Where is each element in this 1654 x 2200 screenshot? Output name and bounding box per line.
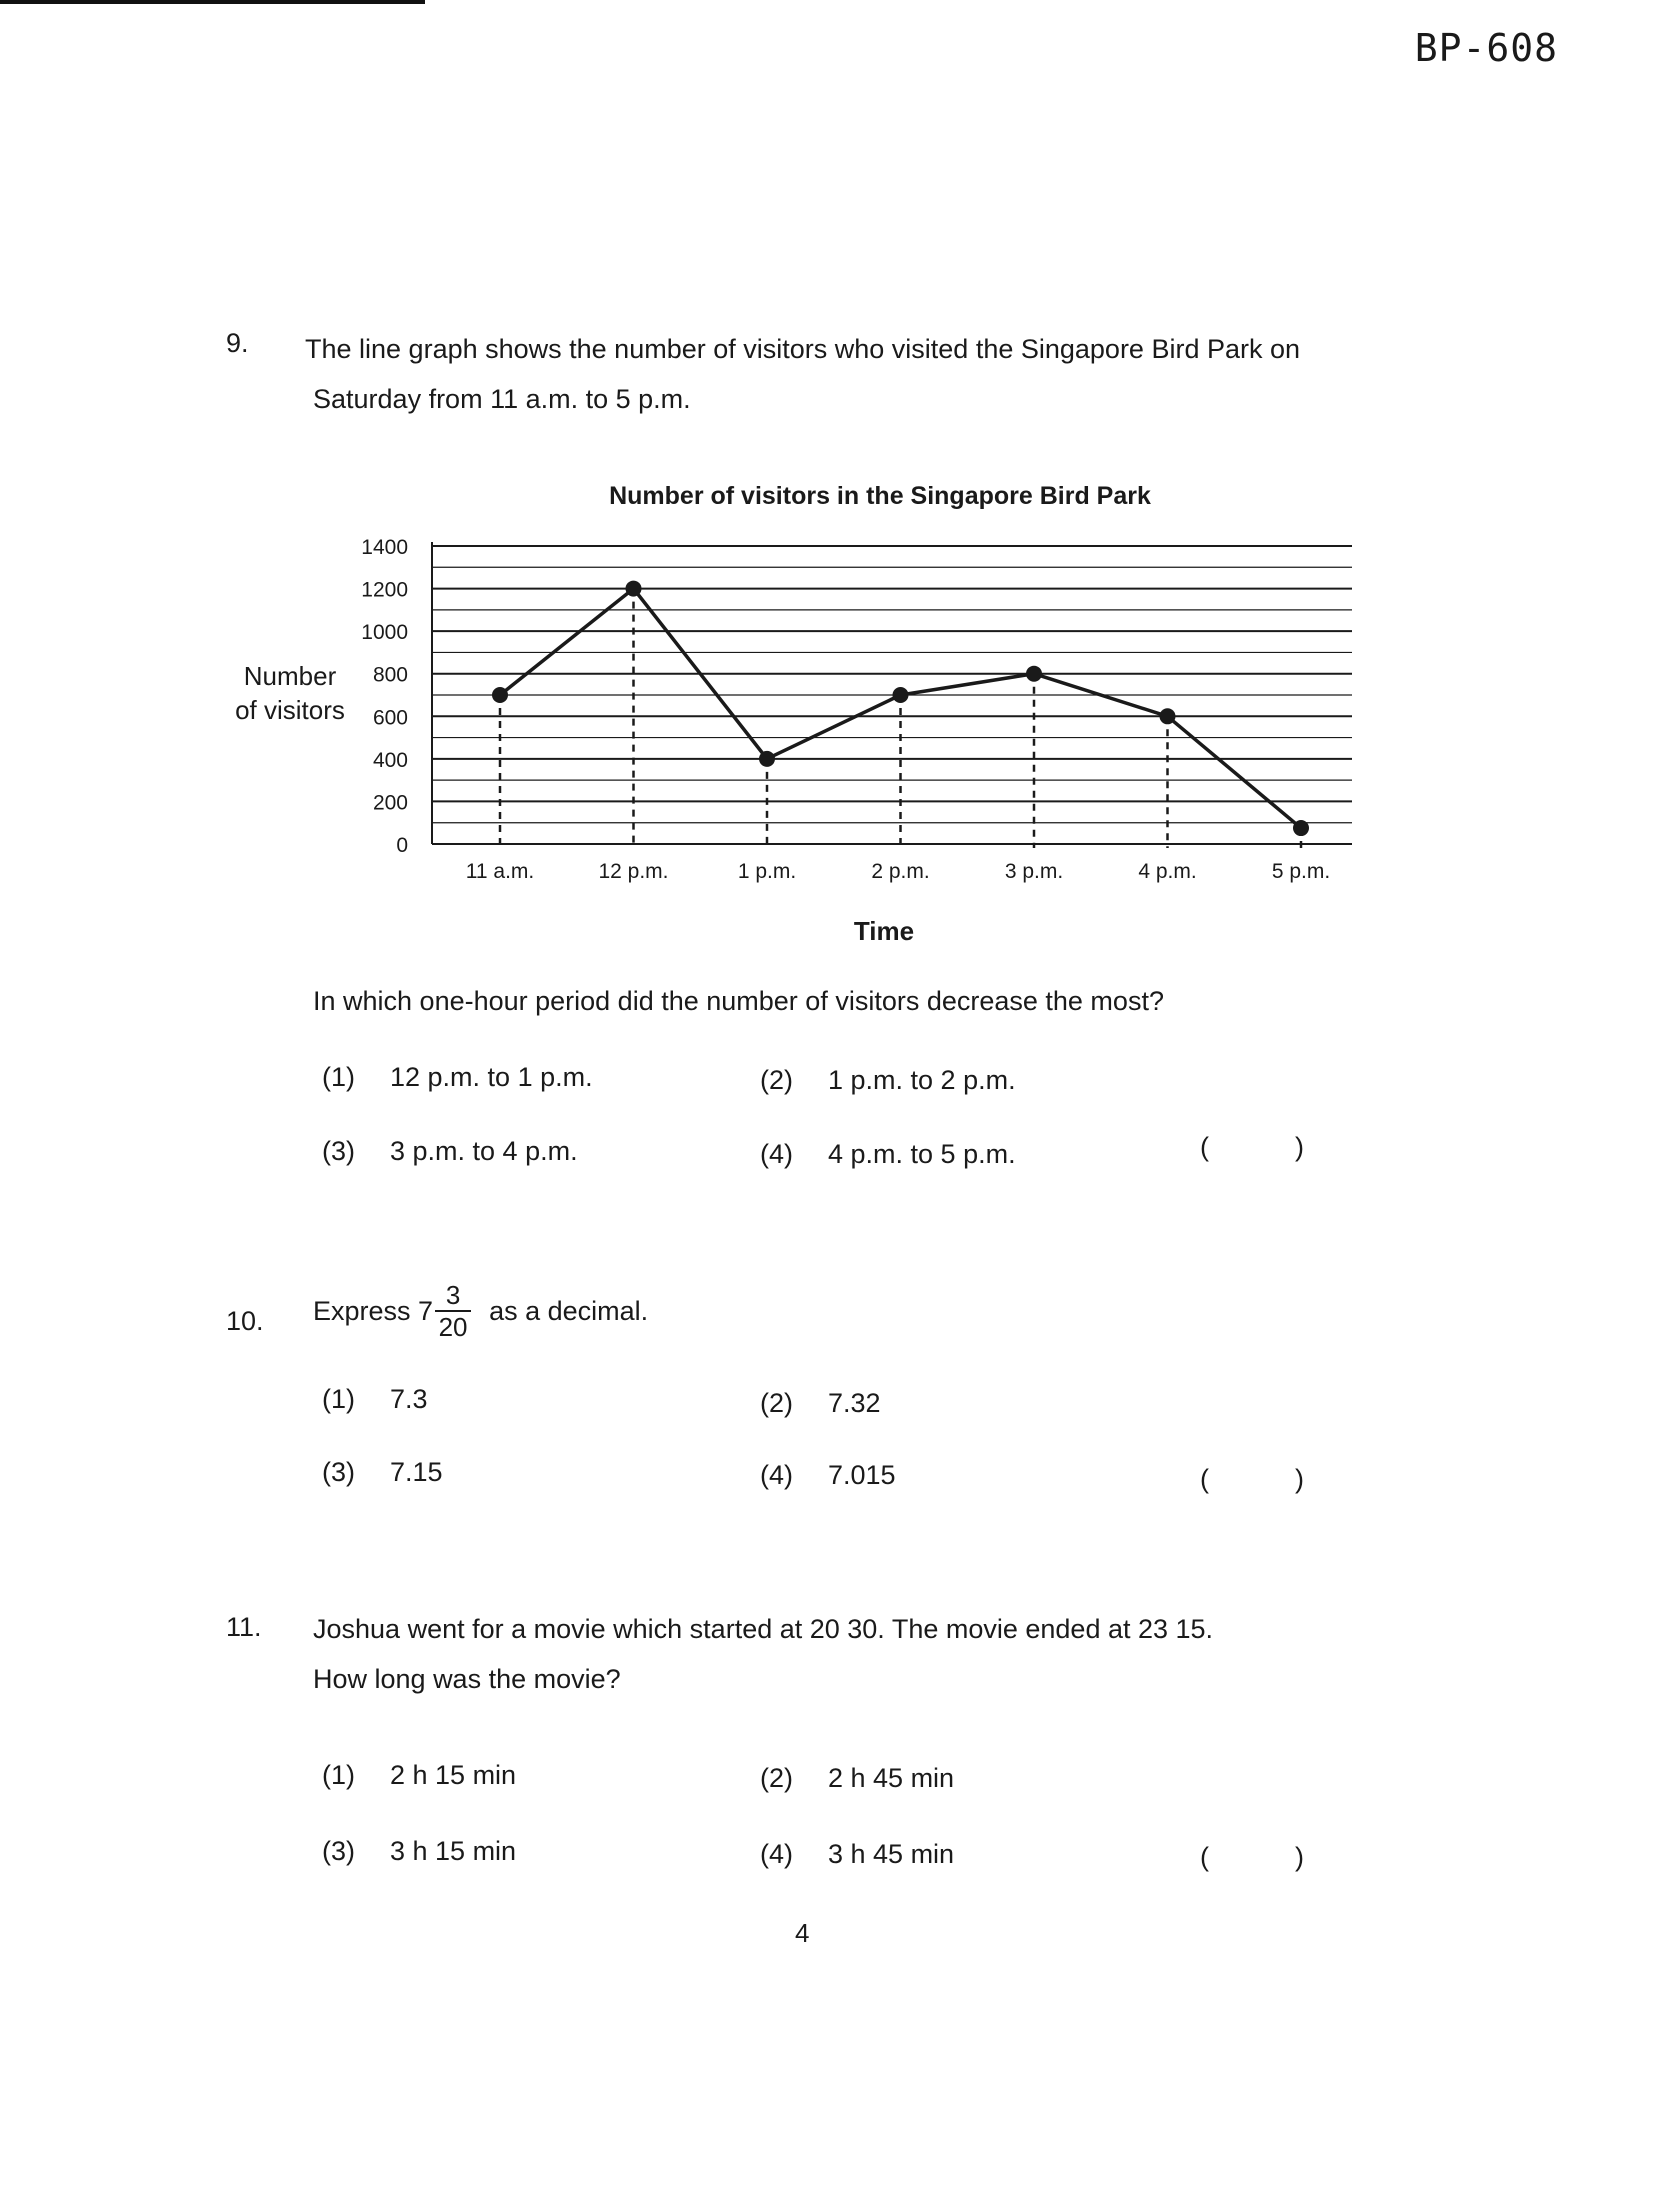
q10-answer-close: ) [1295, 1464, 1304, 1494]
page-number: 4 [795, 1918, 810, 1948]
q9-option-1-text: 12 p.m. to 1 p.m. [390, 1062, 593, 1092]
q11-option-4-text: 3 h 45 min [828, 1839, 955, 1869]
q10-option-2-text: 7.32 [828, 1388, 881, 1418]
q9-number: 9. [226, 328, 249, 358]
q9-option-3-text: 3 p.m. to 4 p.m. [390, 1136, 578, 1166]
paper-code: BP-608 [1414, 26, 1558, 70]
chart-x-tick-label: 12 p.m. [598, 860, 669, 883]
q10-option-3-text: 7.15 [390, 1457, 443, 1487]
chart-x-tick-label: 4 p.m. [1138, 860, 1197, 883]
q10-option-2-number: (2) [760, 1388, 793, 1418]
q9-option-1[interactable] [322, 1062, 593, 1093]
chart-x-tick-label: 2 p.m. [871, 860, 930, 883]
chart-grid [432, 542, 1352, 844]
chart-x-tick-label: 1 p.m. [737, 860, 797, 883]
q11-text-line2: How long was the movie? [313, 1664, 621, 1694]
q11-answer-box[interactable] [1200, 1842, 1304, 1873]
q11-option-1[interactable] [322, 1760, 516, 1791]
chart-y-tick-label: 1200 [361, 578, 408, 602]
q9-option-4-text: 4 p.m. to 5 p.m. [828, 1139, 1016, 1169]
q10-option-2[interactable] [760, 1388, 881, 1419]
chart-data-point [492, 687, 508, 703]
q11-option-1-text: 2 h 15 min [390, 1760, 517, 1790]
q11-option-2-number: (2) [760, 1763, 793, 1793]
q9-option-2-text: 1 p.m. to 2 p.m. [828, 1065, 1016, 1095]
q10-option-4-text: 7.015 [828, 1460, 896, 1490]
chart-data-point [1026, 666, 1042, 682]
chart-xlabel: Time [853, 916, 915, 946]
chart-y-tick-label: 200 [372, 791, 408, 815]
chart-y-tick-label: 1000 [361, 621, 408, 645]
q9-answer-open: ( [1200, 1132, 1209, 1162]
q10-answer-box[interactable] [1200, 1464, 1304, 1495]
q11-option-3-number: (3) [322, 1836, 355, 1866]
q9-option-1-number: (1) [322, 1062, 355, 1092]
chart-y-tick-label: 600 [372, 706, 408, 730]
q11-option-2[interactable] [760, 1763, 954, 1794]
q9-answer-box[interactable] [1200, 1132, 1304, 1163]
q9-option-3-number: (3) [322, 1136, 355, 1166]
chart-y-tick-labels [361, 536, 408, 857]
chart-title: Number of visitors in the Singapore Bird Park [609, 482, 1151, 510]
q9-text-line2: Saturday from 11 a.m. to 5 p.m. [313, 384, 691, 414]
q9-option-2-number: (2) [760, 1065, 793, 1095]
q10-text [313, 1280, 648, 1342]
q11-option-3[interactable] [322, 1836, 516, 1867]
chart-data-point [626, 581, 642, 597]
q9-text-line1: The line graph shows the number of visitors who visited the Singapore Bird Park on [305, 334, 1301, 364]
q9-question: In which one-hour period did the number of visitors decrease the most? [313, 986, 1164, 1016]
chart-x-tick-label: 3 p.m. [1004, 860, 1064, 883]
q10-option-1-text: 7.3 [390, 1384, 428, 1414]
chart-x-tick-label: 11 a.m. [465, 860, 535, 883]
q10-option-3[interactable] [322, 1457, 443, 1488]
q10-option-1-number: (1) [322, 1384, 355, 1414]
q10-option-1[interactable] [322, 1384, 428, 1415]
q9-option-3[interactable] [322, 1136, 578, 1167]
chart-y-tick-label: 800 [372, 663, 408, 687]
q11-text-line1: Joshua went for a movie which started at 20 30. The movie ended at 23 15. [313, 1614, 1214, 1644]
q10-option-3-number: (3) [322, 1457, 355, 1487]
visitors-line-chart [0, 470, 1654, 960]
q9-option-4-number: (4) [760, 1139, 793, 1169]
q10-fraction-numerator: 3 [445, 1280, 461, 1310]
top-rule [0, 0, 425, 4]
chart-data-point [893, 687, 909, 703]
q11-answer-close: ) [1295, 1842, 1304, 1872]
q10-text-post: as a decimal. [489, 1295, 649, 1326]
q10-answer-open: ( [1200, 1464, 1209, 1494]
chart-y-tick-label: 1400 [361, 536, 408, 559]
q10-number: 10. [226, 1306, 264, 1336]
chart-ylabel-line2: of visitors [235, 695, 345, 725]
q11-option-2-text: 2 h 45 min [828, 1763, 955, 1793]
q10-option-4-number: (4) [760, 1460, 793, 1490]
chart-x-tick-labels [466, 860, 1330, 883]
chart-ylabel-line1: Number [243, 661, 337, 691]
chart-y-tick-label: 0 [396, 834, 408, 857]
q9-option-2[interactable] [760, 1065, 1016, 1096]
q11-option-3-text: 3 h 15 min [390, 1836, 517, 1866]
chart-data-point [759, 751, 775, 767]
q10-text-pre: Express 7 [313, 1295, 434, 1326]
q11-option-1-number: (1) [322, 1760, 355, 1790]
chart-x-tick-label: 5 p.m. [1271, 860, 1331, 883]
q10-fraction-denominator: 20 [438, 1312, 468, 1342]
chart-guide-lines [500, 589, 1301, 848]
q11-number: 11. [226, 1612, 262, 1642]
q11-answer-open: ( [1200, 1842, 1209, 1872]
q11-option-4[interactable] [760, 1839, 954, 1870]
q9-option-4[interactable] [760, 1139, 1016, 1170]
q11-option-4-number: (4) [760, 1839, 793, 1869]
chart-data-point [1160, 708, 1176, 724]
q9-answer-close: ) [1295, 1132, 1304, 1162]
q10-fraction [435, 1280, 471, 1342]
q10-option-4[interactable] [760, 1460, 896, 1491]
chart-data-point [1293, 820, 1309, 836]
chart-y-tick-label: 400 [372, 748, 408, 772]
